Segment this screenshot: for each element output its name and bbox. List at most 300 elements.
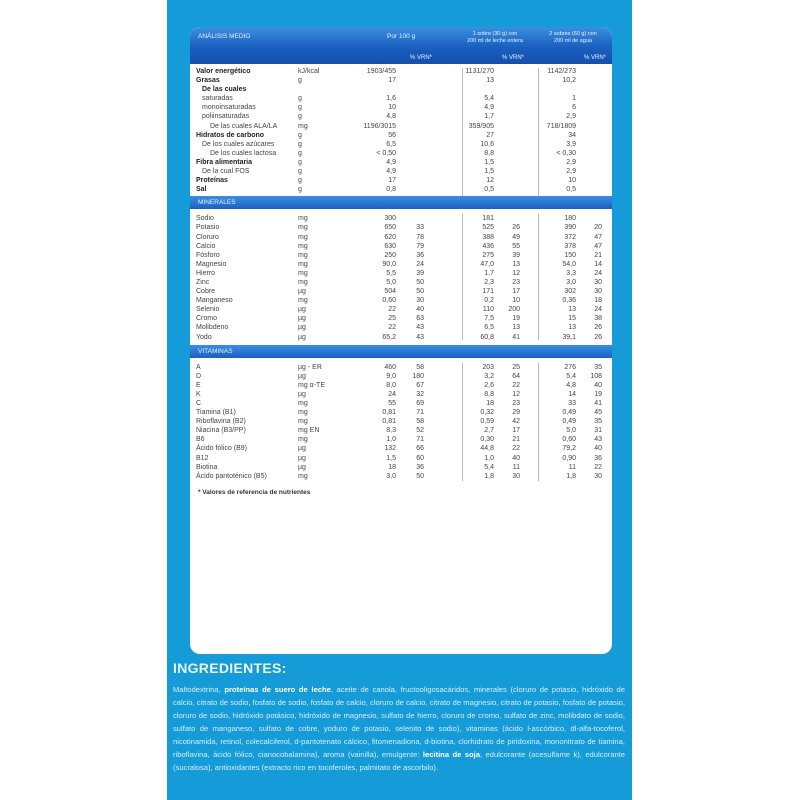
nutrient-name: Cloruro: [196, 233, 219, 241]
value-2-sachets: 4,8: [566, 381, 576, 389]
value-1-sachet: 10,6: [480, 140, 494, 148]
nutrient-name: Cromo: [196, 315, 218, 323]
vrn-2-sachets: 40: [594, 445, 602, 453]
value-per-100g: 24: [388, 390, 396, 398]
minerals-section: [190, 209, 612, 344]
value-per-100g: < 0,50: [376, 149, 396, 157]
value-1-sachet: 12: [486, 177, 494, 185]
vrn-label-3: % VRN*: [583, 55, 606, 61]
table-row: [190, 260, 612, 269]
vrn-2-sachets: 36: [594, 454, 602, 462]
vrn-1-sachet: 200: [508, 306, 520, 314]
value-per-100g: 1196/3015: [363, 122, 396, 130]
value-2-sachets: 372: [564, 233, 576, 241]
table-row: [190, 399, 612, 408]
table-row: [190, 296, 612, 305]
allergen-soy: lecitina de soja: [422, 750, 480, 759]
value-2-sachets: < 0,30: [556, 149, 576, 157]
value-1-sachet: 2,7: [484, 427, 494, 435]
unit: mg: [298, 418, 308, 426]
vrn-per-100g: 43: [416, 333, 424, 341]
value-per-100g: 17: [388, 177, 396, 185]
table-row: [190, 287, 612, 296]
vrn-2-sachets: 20: [594, 224, 602, 232]
vrn-1-sachet: 23: [512, 278, 520, 286]
vrn-2-sachets: 47: [594, 242, 602, 250]
value-per-100g: 0,60: [382, 297, 396, 305]
nutrition-table: [190, 27, 612, 654]
value-per-100g: 300: [384, 215, 396, 223]
nutrient-name: D: [196, 372, 202, 380]
value-per-100g: 4,9: [386, 158, 396, 166]
unit: mg EN: [298, 427, 320, 435]
nutrient-name: B12: [196, 454, 209, 462]
value-per-100g: 620: [384, 233, 396, 241]
unit: µg: [298, 463, 306, 471]
vrn-2-sachets: 21: [594, 251, 602, 259]
unit: g: [298, 131, 302, 139]
unit: g: [298, 177, 302, 185]
vrn-per-100g: 60: [416, 454, 424, 462]
table-row: [190, 149, 612, 158]
nutrient-name: Zinc: [196, 278, 210, 286]
value-2-sachets: 6: [572, 104, 576, 112]
vrn-per-100g: 36: [416, 251, 424, 259]
value-per-100g: 1,6: [386, 95, 396, 103]
table-row: [190, 223, 612, 232]
vrn-per-100g: 50: [416, 288, 424, 296]
column-2-sachets-line1: 2 sobres (60 g) con: [549, 31, 597, 37]
value-1-sachet: 275: [482, 251, 494, 259]
value-2-sachets: 1142/273: [547, 68, 576, 75]
value-2-sachets: 0,36: [562, 297, 576, 305]
vrn-1-sachet: 64: [512, 372, 520, 380]
nutrient-name: Hidratos de carbono: [196, 131, 265, 139]
value-per-100g: 4,8: [386, 113, 396, 121]
nutrient-name: Selenio: [196, 306, 220, 314]
table-row: [190, 76, 612, 85]
unit: mg: [298, 436, 308, 444]
value-2-sachets: 2,9: [566, 113, 576, 121]
value-2-sachets: 718/1809: [546, 122, 576, 130]
value-per-100g: 9,0: [386, 372, 396, 380]
table-row: [190, 408, 612, 417]
unit: g: [298, 140, 302, 148]
value-1-sachet: 1131/270: [465, 68, 494, 75]
table-row: [190, 251, 612, 260]
value-2-sachets: 0,49: [562, 409, 576, 417]
value-1-sachet: 1,8: [484, 472, 494, 480]
value-1-sachet: 0,2: [484, 297, 494, 305]
nutrient-name: Manganeso: [196, 297, 233, 305]
ingredients-part: , edulcorante (acesulfame k), edulcorante (sucralosa), antioxidantes (extracto rico en tocoferoles, palmitato de ascorbilo).: [173, 750, 626, 772]
vrn-1-sachet: 13: [512, 324, 520, 332]
unit: g: [298, 186, 302, 194]
value-per-100g: 65,2: [382, 333, 396, 341]
nutrient-name: Magnesio: [196, 260, 227, 268]
value-2-sachets: 14: [568, 390, 576, 398]
unit: µg: [298, 333, 306, 341]
nutrient-name: Yodo: [196, 333, 212, 341]
vrn-1-sachet: 25: [512, 363, 520, 371]
table-row: [190, 269, 612, 278]
vrn-label-2: % VRN*: [501, 55, 524, 61]
column-per-100g: Por 100 g: [387, 33, 416, 40]
nutrient-name: De la cual FOS: [202, 168, 250, 176]
value-1-sachet: 1,5: [484, 158, 494, 166]
vrn-label-1: % VRN*: [409, 55, 432, 61]
nutrient-name: Valor energético: [196, 68, 251, 75]
vrn-per-100g: 63: [416, 315, 424, 323]
value-1-sachet: 4,9: [484, 104, 494, 112]
nutrient-name: Cobre: [196, 288, 216, 296]
table-row: [190, 131, 612, 140]
value-1-sachet: 44,8: [480, 445, 494, 453]
value-2-sachets: 10: [568, 177, 576, 185]
vrn-1-sachet: 23: [512, 400, 520, 407]
value-1-sachet: 0,5: [484, 186, 494, 194]
nutrient-name: C: [196, 400, 202, 407]
vrn-1-sachet: 11: [512, 463, 520, 471]
nutrient-name: Fósforo: [196, 251, 220, 259]
value-1-sachet: 47,0: [480, 260, 494, 268]
analysis-section: [190, 64, 612, 196]
vrn-1-sachet: 21: [512, 436, 520, 444]
vrn-1-sachet: 42: [512, 418, 520, 426]
vrn-per-100g: 66: [416, 445, 424, 453]
nutrient-name: Calcio: [196, 242, 216, 250]
section-header-minerals: MINERALES: [190, 196, 612, 209]
table-row: [190, 472, 612, 481]
footnote: * Valores de referencia de nutrientes: [198, 488, 311, 496]
value-per-100g: 630: [384, 242, 396, 250]
vrn-2-sachets: 22: [594, 463, 602, 471]
value-per-100g: 1903/455: [366, 68, 396, 75]
value-2-sachets: 378: [564, 242, 576, 250]
vrn-per-100g: 58: [416, 363, 424, 371]
vrn-2-sachets: 31: [594, 427, 602, 435]
vrn-2-sachets: 18: [594, 297, 602, 305]
value-2-sachets: 0,49: [562, 418, 576, 426]
unit: mg: [298, 297, 308, 305]
value-1-sachet: 1,5: [484, 168, 494, 176]
ingredients-text: [173, 683, 625, 774]
vrn-per-100g: 50: [416, 278, 424, 286]
column-2-sachets-line2: 200 ml de agua: [554, 37, 592, 44]
vrn-per-100g: 50: [416, 472, 424, 480]
unit: g: [298, 95, 302, 103]
vrn-2-sachets: 108: [590, 372, 602, 380]
value-per-100g: 22: [388, 324, 396, 332]
value-per-100g: 90,0: [382, 260, 396, 268]
value-per-100g: 25: [388, 315, 396, 323]
value-per-100g: 132: [384, 445, 396, 453]
table-row: [190, 233, 612, 242]
value-per-100g: 10: [388, 104, 396, 112]
unit: µg: [298, 445, 306, 453]
table-row: [190, 214, 612, 223]
value-1-sachet: 181: [482, 215, 494, 223]
value-per-100g: 1,5: [386, 454, 396, 462]
value-1-sachet: 13: [486, 77, 494, 85]
unit: g: [298, 149, 302, 157]
nutrient-name: Potasio: [196, 224, 220, 232]
unit: mg: [298, 215, 308, 223]
value-per-100g: 18: [388, 463, 396, 471]
section-header-vitamins: VITAMINAS: [190, 345, 612, 358]
value-1-sachet: 203: [482, 363, 494, 371]
vrn-1-sachet: 55: [512, 242, 520, 250]
value-2-sachets: 0,60: [562, 436, 576, 444]
unit: µg: [298, 306, 306, 314]
nutrient-name: saturadas: [202, 95, 233, 103]
vrn-2-sachets: 45: [594, 409, 602, 417]
vrn-2-sachets: 26: [594, 333, 602, 341]
value-2-sachets: 5,4: [566, 372, 576, 380]
value-2-sachets: 3,3: [566, 269, 576, 277]
vrn-1-sachet: 17: [512, 288, 520, 296]
column-1-sachet-line1: 1 sobre (30 g) con: [472, 31, 518, 37]
vrn-1-sachet: 22: [512, 445, 520, 453]
nutrient-name: monoinsaturadas: [202, 104, 256, 112]
nutrient-name: Fibra alimentaria: [196, 158, 253, 166]
table-row: [190, 426, 612, 435]
vrn-2-sachets: 14: [594, 260, 602, 268]
vrn-2-sachets: 40: [594, 381, 602, 389]
nutrient-name: De las cuales ALA/LA: [210, 122, 278, 130]
vrn-2-sachets: 24: [594, 306, 602, 314]
nutrient-name: B6: [196, 436, 205, 444]
vrn-2-sachets: 38: [594, 315, 602, 323]
value-per-100g: 250: [384, 251, 396, 259]
vrn-per-100g: 33: [416, 224, 424, 232]
unit: mg: [298, 224, 308, 232]
vrn-per-100g: 32: [416, 390, 424, 398]
nutrient-name: Niacina (B3/PP): [196, 427, 246, 435]
vrn-per-100g: 180: [412, 372, 424, 380]
table-row: [190, 463, 612, 472]
value-1-sachet: 0,30: [480, 436, 494, 444]
vrn-per-100g: 43: [416, 324, 424, 332]
value-2-sachets: 33: [568, 400, 576, 407]
nutrient-name: De los cuales azúcares: [202, 140, 275, 148]
value-1-sachet: 18: [486, 400, 494, 407]
unit: mg: [298, 122, 308, 130]
value-1-sachet: 171: [482, 288, 494, 296]
unit: mg: [298, 472, 308, 480]
table-row: [190, 381, 612, 390]
value-2-sachets: 5,0: [566, 427, 576, 435]
unit: µg - ER: [298, 363, 322, 371]
value-per-100g: 5,0: [386, 278, 396, 286]
nutrient-name: De los cuales lactosa: [210, 149, 277, 157]
column-1-sachet: [458, 31, 532, 44]
table-row: [190, 278, 612, 287]
value-per-100g: 17: [388, 77, 396, 85]
table-row: [190, 176, 612, 185]
vrn-1-sachet: 39: [512, 251, 520, 259]
value-2-sachets: 180: [564, 215, 576, 223]
vrn-1-sachet: 41: [512, 333, 520, 341]
table-row: [190, 67, 612, 76]
vrn-1-sachet: 19: [512, 315, 520, 323]
table-row: [190, 112, 612, 121]
value-2-sachets: 34: [568, 131, 576, 139]
value-2-sachets: 3,0: [566, 278, 576, 286]
table-row: [190, 305, 612, 314]
unit: mg: [298, 242, 308, 250]
nutrient-name: De las cuales: [202, 86, 247, 94]
unit: g: [298, 113, 302, 121]
allergen-milk: proteínas de suero de leche: [224, 685, 331, 694]
vrn-1-sachet: 29: [512, 409, 520, 417]
unit: mg: [298, 400, 308, 407]
unit: µg: [298, 372, 306, 380]
table-row: [190, 85, 612, 94]
nutrient-name: Tiamina (B1): [196, 409, 236, 417]
table-row: [190, 158, 612, 167]
unit: mg α-TE: [298, 381, 325, 389]
value-2-sachets: 79,2: [562, 445, 576, 453]
unit: µg: [298, 288, 306, 296]
value-1-sachet: 5,4: [484, 463, 494, 471]
vrn-2-sachets: 47: [594, 233, 602, 241]
vrn-2-sachets: 35: [594, 363, 602, 371]
vrn-1-sachet: 10: [512, 297, 520, 305]
vrn-per-100g: 40: [416, 306, 424, 314]
unit: µg: [298, 315, 306, 323]
value-1-sachet: 436: [482, 242, 494, 250]
value-per-100g: 3,0: [386, 472, 396, 480]
unit: µg: [298, 390, 306, 398]
nutrient-name: poliinsaturadas: [202, 113, 250, 121]
value-2-sachets: 2,9: [566, 168, 576, 176]
value-per-100g: 504: [384, 288, 396, 296]
table-row: [190, 444, 612, 453]
value-per-100g: 56: [388, 131, 396, 139]
nutrient-name: Hierro: [196, 269, 216, 277]
value-per-100g: 55: [388, 400, 396, 407]
table-row: [190, 323, 612, 332]
vrn-per-100g: 78: [416, 233, 424, 241]
value-per-100g: 1,0: [386, 436, 396, 444]
table-row: [190, 333, 612, 342]
table-row: [190, 435, 612, 444]
value-per-100g: 22: [388, 306, 396, 314]
column-2-sachets: [538, 31, 608, 44]
vrn-1-sachet: 49: [512, 233, 520, 241]
value-1-sachet: 1,7: [484, 269, 494, 277]
value-per-100g: 8,0: [386, 381, 396, 389]
value-2-sachets: 0,90: [562, 454, 576, 462]
vrn-1-sachet: 26: [512, 224, 520, 232]
table-row: [190, 363, 612, 372]
nutrient-name: Biotina: [196, 463, 218, 471]
value-per-100g: 650: [384, 224, 396, 232]
value-per-100g: 0,81: [382, 409, 396, 417]
table-row: [190, 94, 612, 103]
value-per-100g: 6,5: [386, 140, 396, 148]
nutrient-name: K: [196, 390, 201, 398]
value-2-sachets: 10,2: [562, 77, 576, 85]
table-row: [190, 417, 612, 426]
table-row: [190, 122, 612, 131]
vrn-1-sachet: 17: [512, 427, 520, 435]
vrn-per-100g: 67: [416, 381, 424, 389]
value-2-sachets: 11: [568, 463, 576, 471]
value-1-sachet: 0,32: [480, 409, 494, 417]
vrn-1-sachet: 12: [512, 390, 520, 398]
table-row: [190, 103, 612, 112]
value-1-sachet: 2,3: [484, 278, 494, 286]
unit: mg: [298, 269, 308, 277]
value-2-sachets: 54,0: [562, 260, 576, 268]
unit: g: [298, 77, 302, 85]
value-2-sachets: 13: [568, 306, 576, 314]
vrn-2-sachets: 41: [594, 400, 602, 407]
value-1-sachet: 525: [482, 224, 494, 232]
value-1-sachet: 8,8: [484, 149, 494, 157]
nutrient-name: Ácido pantoténico (B5): [196, 472, 267, 480]
unit: mg: [298, 260, 308, 268]
unit: µg: [298, 454, 306, 462]
value-2-sachets: 1: [572, 95, 576, 103]
value-2-sachets: 390: [564, 224, 576, 232]
value-1-sachet: 8,8: [484, 390, 494, 398]
value-1-sachet: 7,5: [484, 315, 494, 323]
value-2-sachets: 1,8: [566, 472, 576, 480]
vrn-1-sachet: 40: [512, 454, 520, 462]
vrn-per-100g: 24: [416, 260, 424, 268]
value-1-sachet: 0,59: [480, 418, 494, 426]
value-per-100g: 4,9: [386, 168, 396, 176]
vrn-1-sachet: 13: [512, 260, 520, 268]
value-2-sachets: 13: [568, 324, 576, 332]
nutrient-name: Sal: [196, 186, 207, 194]
value-1-sachet: 1,0: [484, 454, 494, 462]
nutrient-name: Sodio: [196, 215, 214, 223]
nutrient-name: Molibdeno: [196, 324, 229, 332]
vrn-per-100g: 71: [416, 409, 424, 417]
value-2-sachets: 302: [564, 288, 576, 296]
vrn-per-100g: 39: [416, 269, 424, 277]
unit: g: [298, 168, 302, 176]
value-2-sachets: 2,9: [566, 158, 576, 166]
value-2-sachets: 39,1: [562, 333, 576, 341]
vrn-per-100g: 52: [416, 427, 424, 435]
table-header: [190, 27, 612, 64]
vrn-2-sachets: 43: [594, 436, 602, 444]
unit: mg: [298, 251, 308, 259]
value-per-100g: 460: [384, 363, 396, 371]
value-2-sachets: 15: [568, 315, 576, 323]
table-row: [190, 242, 612, 251]
table-row: [190, 454, 612, 463]
nutrient-name: E: [196, 381, 201, 389]
vrn-2-sachets: 26: [594, 324, 602, 332]
unit: µg: [298, 324, 306, 332]
nutrient-name: Riboflavina (B2): [196, 418, 246, 426]
vrn-per-100g: 71: [416, 436, 424, 444]
vrn-2-sachets: 19: [594, 390, 602, 398]
vrn-1-sachet: 30: [512, 472, 520, 480]
table-row: [190, 167, 612, 176]
vrn-per-100g: 58: [416, 418, 424, 426]
ingredients-part: Maltodextrina,: [173, 685, 225, 694]
unit: g: [298, 158, 302, 166]
value-1-sachet: 110: [482, 306, 494, 314]
unit: mg: [298, 409, 308, 417]
